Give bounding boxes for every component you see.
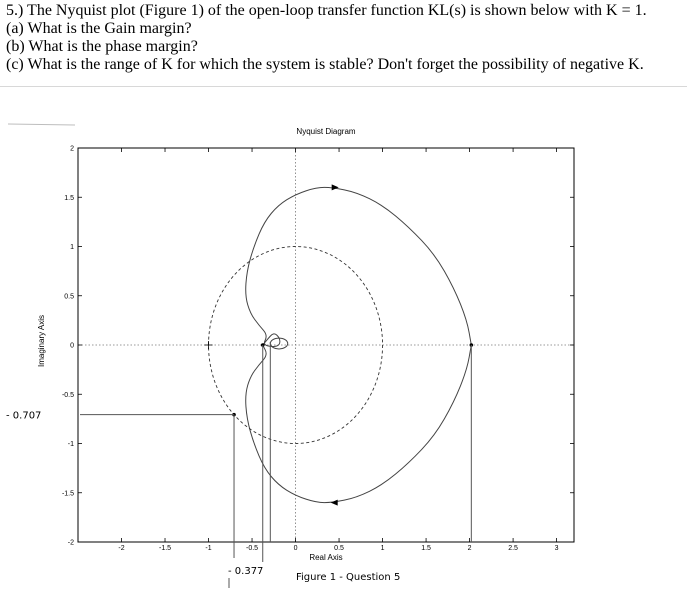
y-axis-title: Imaginary Axis xyxy=(37,314,46,368)
question-line: 5.) The Nyquist plot (Figure 1) of the open-loop transfer function KL(s) is shown below with K = 1. xyxy=(6,2,647,19)
upper-direction-arrow xyxy=(332,184,339,190)
question-line: (c) What is the range of K for which the system is stable? Don't forget the possibility of negative K. xyxy=(6,56,644,73)
nyquist-small-loop xyxy=(270,338,287,349)
y-tick-label: 1 xyxy=(70,244,74,251)
y-tick-label: -2 xyxy=(67,539,74,547)
lower-direction-arrow xyxy=(331,500,338,506)
x-tick-label: -0.5 xyxy=(246,545,259,552)
annotation-neg0707: - 0.707 xyxy=(6,410,42,422)
chart-title: Nyquist Diagram xyxy=(296,127,356,136)
y-tick-label: 1.5 xyxy=(64,194,74,202)
annotation-neg0377: - 0.377 xyxy=(228,566,264,577)
question-line: (a) What is the Gain margin? xyxy=(6,20,192,37)
scan-line xyxy=(8,124,75,125)
y-tick-label: -0.5 xyxy=(61,391,74,399)
nyquist-curve-series xyxy=(246,187,472,346)
x-tick-label: -1 xyxy=(205,545,212,552)
x-axis-title: Real Axis xyxy=(309,553,343,562)
x-tick-label: 3 xyxy=(554,545,559,552)
nyquist-curve-series xyxy=(246,345,472,503)
x-tick-label: 0 xyxy=(293,545,298,552)
x-tick-label: 1 xyxy=(380,545,385,552)
x-tick-label: 1.5 xyxy=(421,545,431,552)
y-tick-label: 0 xyxy=(70,342,74,350)
x-tick-label: 0.5 xyxy=(334,545,344,552)
x-tick-label: -1.5 xyxy=(158,545,172,552)
y-tick-label: 2 xyxy=(70,145,74,153)
question-line: (b) What is the phase margin? xyxy=(6,38,198,55)
y-tick-label: -1.5 xyxy=(61,490,74,498)
y-tick-label: -1 xyxy=(67,441,74,448)
y-tick-label: 0.5 xyxy=(64,293,74,301)
x-tick-label: 2 xyxy=(467,545,472,552)
x-tick-label: -2 xyxy=(118,545,125,552)
figure-caption: Figure 1 - Question 5 xyxy=(296,572,401,583)
x-tick-label: 2.5 xyxy=(508,545,518,552)
